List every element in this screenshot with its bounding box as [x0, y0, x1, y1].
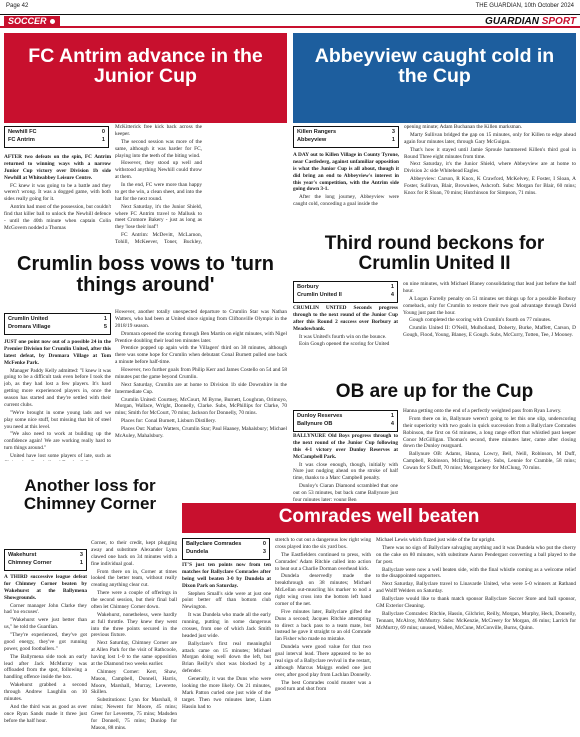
article-crumlin-boss-col1: JUST one point now out of a possible 24 in the Premier Division for Crumlin United, after this latest defeat, by Dromara Village at Tom McFenke Park. Manager Paddy Kelly admitted: "I knew it was going to be a difficult task even before I took the job, as they had lost a few players. It's hard getting more experienced players in, once the season has started and they're settled with their current clubs. "We're brought in some young lads and we play some nice stuff, but missing that bit of steel you need at this level. "We also need to work at building up the confidence again! We are working really hard to turn things around." United have lost some players of late, such as: [4, 339, 111, 459]
headline-comrades: Comrades well beaten: [182, 503, 576, 533]
page-header: [0, 0, 580, 14]
page-number: Page 42: [6, 3, 29, 9]
article-chimney-col1: A THIRD successive league defeat for Chimney Corner beaten by Wakehurst at the Ballymena Showgrounds. Corner manager John Clarke they had 'no excuses'. "Wakehurst were just better than us," he told the Guardian. "They're experienced, they've got good energy, they've got running power, good footballers." The Ballymena side took an early lead after Jack McMurray was offloaded from the spot, following a handling offence inside the box. Wakehurst grabbed a second through Andrew Laughlin on 10 minutes. And the third was as good as over once Ryan Sands made it three just before the half hour.: [4, 574, 87, 724]
article-fc-antrim-col1: AFTER two defeats on the spin, FC Antrim returned to winning ways with a narrow Junior Cup victory over Division 1b side Newhill at Whiteabbey Leisure Centre. FC knew it was going to be a battle and they weren't wrong. It was a dogged game, with both sides really going for it. Antrim had most of the possession, but couldn't find that killer ball to unlock the Newhill defence - until the 40th minute when captain Colin McGovern nodded a Thomas: [4, 154, 111, 231]
article-ob-col2: Hanna getting onto the end of a perfectly weighted pass from Ryan Lowry. From there on in, Ballynure weren't going to let this one slip, underscoring their superiority with two goals in quick succession from a Ballyclare Comrades Robinson, the first on 64 minutes, a long range effort that whistled past keeper Conor McGilligan. Thomas's second, three minutes later, came after closing down the Dunloy rearguard. Ballynure OB: Adams, Hanna, Lowry, Bell, Neill, Robinson, M Duff, Campbell, Robinson, McIlring, Leckey. Subs, Lennie for Cramble, 58 mins; Cowan for S Duff, 70 mins; Montgomery for McClung, 70 mins.: [403, 408, 576, 471]
headline-crumlin-ii: Third round beckons for Crumlin United II: [324, 233, 545, 274]
headline-fc-antrim: FC Antrim advance in the Junior Cup: [4, 33, 287, 123]
football-icon: [49, 18, 56, 25]
section-label: SOCCER: [4, 16, 60, 27]
headline-abbeyview: Abbeyview caught cold in the Cup: [293, 33, 576, 123]
article-ob-col1: BALLYNURE Old Boys progress through to the next round of the Junior Cup following this 4-1 victory over Dunloy Reserves at McCampbell Park. It was close enough, though, initially with Nure just nudging ahead on the stroke of half time, thanks to a Marc Campbell penalty. Dunloy's Ciaran Diamond scrambled that one out on 53 minutes, but back came Ballynure just four minutes later; young Ben: [293, 433, 398, 501]
article-comrades-col2: stretch to cut out a dangerous low right wing cross played into the six yard box. The Eastfielders continued to press, with Comrades' Adam Ritchie called into action to beat out a Charlie Dorman overhead kick. Dundela deservedly made the breakthrough on 38 minutes; Michael McLellan out-muscling his marker to nod a right wing cross into the bottom left hand corner of the net. Five minutes later, Ballyclare gifted the Duns a second; Jacques Ritchie attempting to direct a back pass to a team mate, but instead he gave it straight to an old Comrade Ian Fisher who made no mistake. Dundela were good value for that two goal interval lead. There appeared to be no real sign of a Ballyclare revival in the restart, although Marcus Maiggs ended one just over, after good play from Lachlan Donnelly. The best Comrades could muster was a good turn and shot from: [275, 537, 371, 693]
brand-logo: GUARDIAN SPORT: [485, 16, 576, 27]
headline-ob-cup: OB are up for the Cup: [335, 381, 534, 402]
article-chimney-col2: Corner, to their credit, kept plugging away and substitute Alexander Lynn clawed one back on 34 minutes with a fine individual goal. From there on in, Corner at times looked the better team, without really creating anything clear cut. There were a couple of offerings in the second session, but their final ball often let Chimney Corner down. Wakehurst, nonetheless, were hardly at full throttle. They knew they went into the three points secured in the previous fixture. Next Saturday, Chimney Corner are at Allen Park for the visit of Rathcoole, having lost 1-0 to the same opposition at the Diamond two weeks earlier. Chimney Corner: Kerr, Shaw, Mason, Campbell, Donnell, Harris, Moore, Marshall, Murray, Leverette, Skillen. Substitutions: Lynn for Marshall, 8 mins; Newent for Moore, 45 mins; Greer for Leverette, 75 mins; Madsden for Donnell, 75 mins; Dunlop for Mason, 88 mins.: [91, 540, 177, 731]
headline-crumlin-boss: Crumlin boss vows to 'turn things around': [17, 253, 274, 296]
article-crumlin-ii-col1: CRUMLIN UNITED Seconds progress through to the next round of the Junior Cup after this Round 2 success over Borbury at Meadowbank. It was United's fourth win on the bounce. Eoin Gough opened the scoring for United: [293, 305, 398, 348]
scoreline-chimney: Wakehurst 3 Chimney Corner 1: [4, 549, 87, 571]
scoreline-abbeyview: Killen Rangers 3 Abbeyview 1: [293, 126, 399, 148]
dateline: THE GUARDIAN, 10th October 2024: [475, 3, 574, 9]
article-crumlin-ii-col2: on nine minutes, with Michael Blaney consolidating that lead just before the half hour. A Logan Farrelly penalty on 51 minutes set things up for a possible Borbury comeback, only for Crumlin to restore their two goal advantage through David Young just past the hour. Gough completed the scoring with Crumlin's fourth on 77 minutes. Crumlin United II: O'Neill, Mulholland, Doherty, Burke, Maffett, Carson, D Gough, Flood, Young, Blaney, E Gough. Subs, McCurry, Totten, Tee, J Mooney.: [403, 281, 576, 339]
article-comrades-col3: Michael Lewis which fizzed just wide of the far upright. There was no sign of Ballyclare salvaging anything and it was Dundela who put the cherry on the cake on 80 minutes, with substitute Aaron Pendergast converting a ball played to the far post. Ballyclare were now a well beaten side, with the final whistle coming as a welcome relief to the disappointed supporters. Next Saturday, Ballyclare travel to Linavarde United, who were 5-0 winners at Rathand and Wolff Welders on Saturday. Ballyclare would like to thank match sponsor Ballyclare Soccer Store and ball sponsor, GM Exterior Cleaning. Ballyclare Comrades: Ritchie, Hassin, Gilchrist, Reilly, Morgan, Murphy, Heck, Donnelly, Tennant, McAlroy, McMurtry. Subs: McKenzie, McCreery for Morgan, 46 mins; Larrich for McMurtry, 69 mins; unused, Wallen, McCune, McConville, Burns, Quinn.: [376, 537, 576, 631]
scoreline-ob: Dunloy Reserves 1 Ballynure OB 4: [293, 410, 398, 432]
article-fc-antrim-col2: McKitterick free kick back across the keeper. The second session was more of the same, although it was harder for FC, playing into the teeth of the biting wind. However, they stood up well and withstood anything Newhill could throw at them. In the end, FC were more than happy to get the win, a clean sheet, and into the hat for the next round. Next Saturday, it's the Junior Shield, where FC Antrim travel to Mallusk to meet Cromore Bakery - just as long as they 'lose their loaf'! FC Antrim: McDevitt, McLarnon, Tohill, McKeever, Toner, Buckley,: [115, 124, 202, 245]
article-abbeyview-col2: opening minute; Adam Buchanan the Killen marksman. Marty Sullivan bridged the gap on 15 minutes, only for Killen to edge ahead again four minutes later, through Gary McGuigan. That's how it stayed until Jamie Sproule hammered Killen's third goal in Round Three eight minutes from time. Next Saturday, it's the Junior Shield, where Abbeyview are at home to Division 2c side Whitehead Eagles. Abbeyview: Carson, R Knox, K Crawford, McKelvey, E Foster, I Sloan, A Foster, Sullivan, Blair, Brownlees, Ashcroft. Subs: Morgan for Blair, 60 mins; Knox for R Sloan, 70 mins; Hutchinson for Simpson, 71 mins.: [404, 124, 576, 196]
headline-chimney-corner: Another loss for Chimney Corner: [23, 476, 157, 513]
scoreline-comrades: Ballyclare Comrades 0 Dundela 3: [182, 538, 270, 560]
article-crumlin-boss-col2: However, another totally unexpected departure to Crumlin Star was Nathan Watters, who had been at United since signing from Cliftonville Olympic in the 2018/19 season. Dromara opened the scoring through Ben Martin on eight minutes, with Nigel Prentice doubling their lead ten minutes later. Prentice popped up again with the Villagers' third on 38 minutes, although there was some hope for Crumlin when debutant Conal Burnett pulled one back a minute before half-time. However, two further goals from Philip Kerr and James Costello on 54 and 58 minutes put the game beyond Crumlin. Next Saturday, Crumlin are at home to Division 1b side Downshire in the Intermediate Cup. Crumlin United: Courtney, McCourt, M Byrne, Burnett, Loughran, Orimoyo, Morgan, Wallace, Wright, Donnelly, Clarke. Subs, McPhillips for Clarke, 70 mins; Smith for McCourt, 70 mins; Jackson for Donnelly, 70 mins. Places for: Conal Burnett, Lisburn Distillery. Places Out: Nathan Watters, Crumlin Star; Paul Haaney, Mahalsbury; Michael McAuley, Mahalsbury.: [115, 309, 287, 439]
scoreline-fc-antrim: Newhill FC 0 FC Antrim 1: [4, 126, 109, 148]
article-comrades-col1: IT'S just ten points now from ten matches for Ballyclare Comrades after being well beaten 3-0 by Dundela at Dixon Park on Saturday. Stephen Small's side were at just one point better off than bottom club Newington. It was Dundela who made all the early running, putting in some dangerous crosses, from one of which Jack Smith headed just wide. Ballyclare's first real meaningful attack came on 15 minutes; Michael Morgan doing well down the left, but Brian Reilly's shot was blocked by a defender. Generally, it was the Duns who were looking the more likely. On 21 minutes, Mark Patton curled one just wide of the target. Then two minutes later, Liam Hassin had to: [182, 562, 271, 710]
section-band: [0, 14, 580, 28]
scoreline-crumlin: Crumlin United 1 Dromara Village 5: [4, 313, 111, 335]
article-abbeyview-col1: A DAY out to Killen Village in County Tyrone, near Castlederg, against unfamiliar opposition is what the Junior Cup is all about, though it did bring an end to Abbeyview's interest in this year's competition, with the Antrim side going down 3-1. After the long journey, Abbeyview were caught cold, conceding a goal inside the: [293, 152, 399, 208]
scoreline-crumlin-ii: Borbury 1 Crumlin United II 4: [293, 281, 398, 303]
